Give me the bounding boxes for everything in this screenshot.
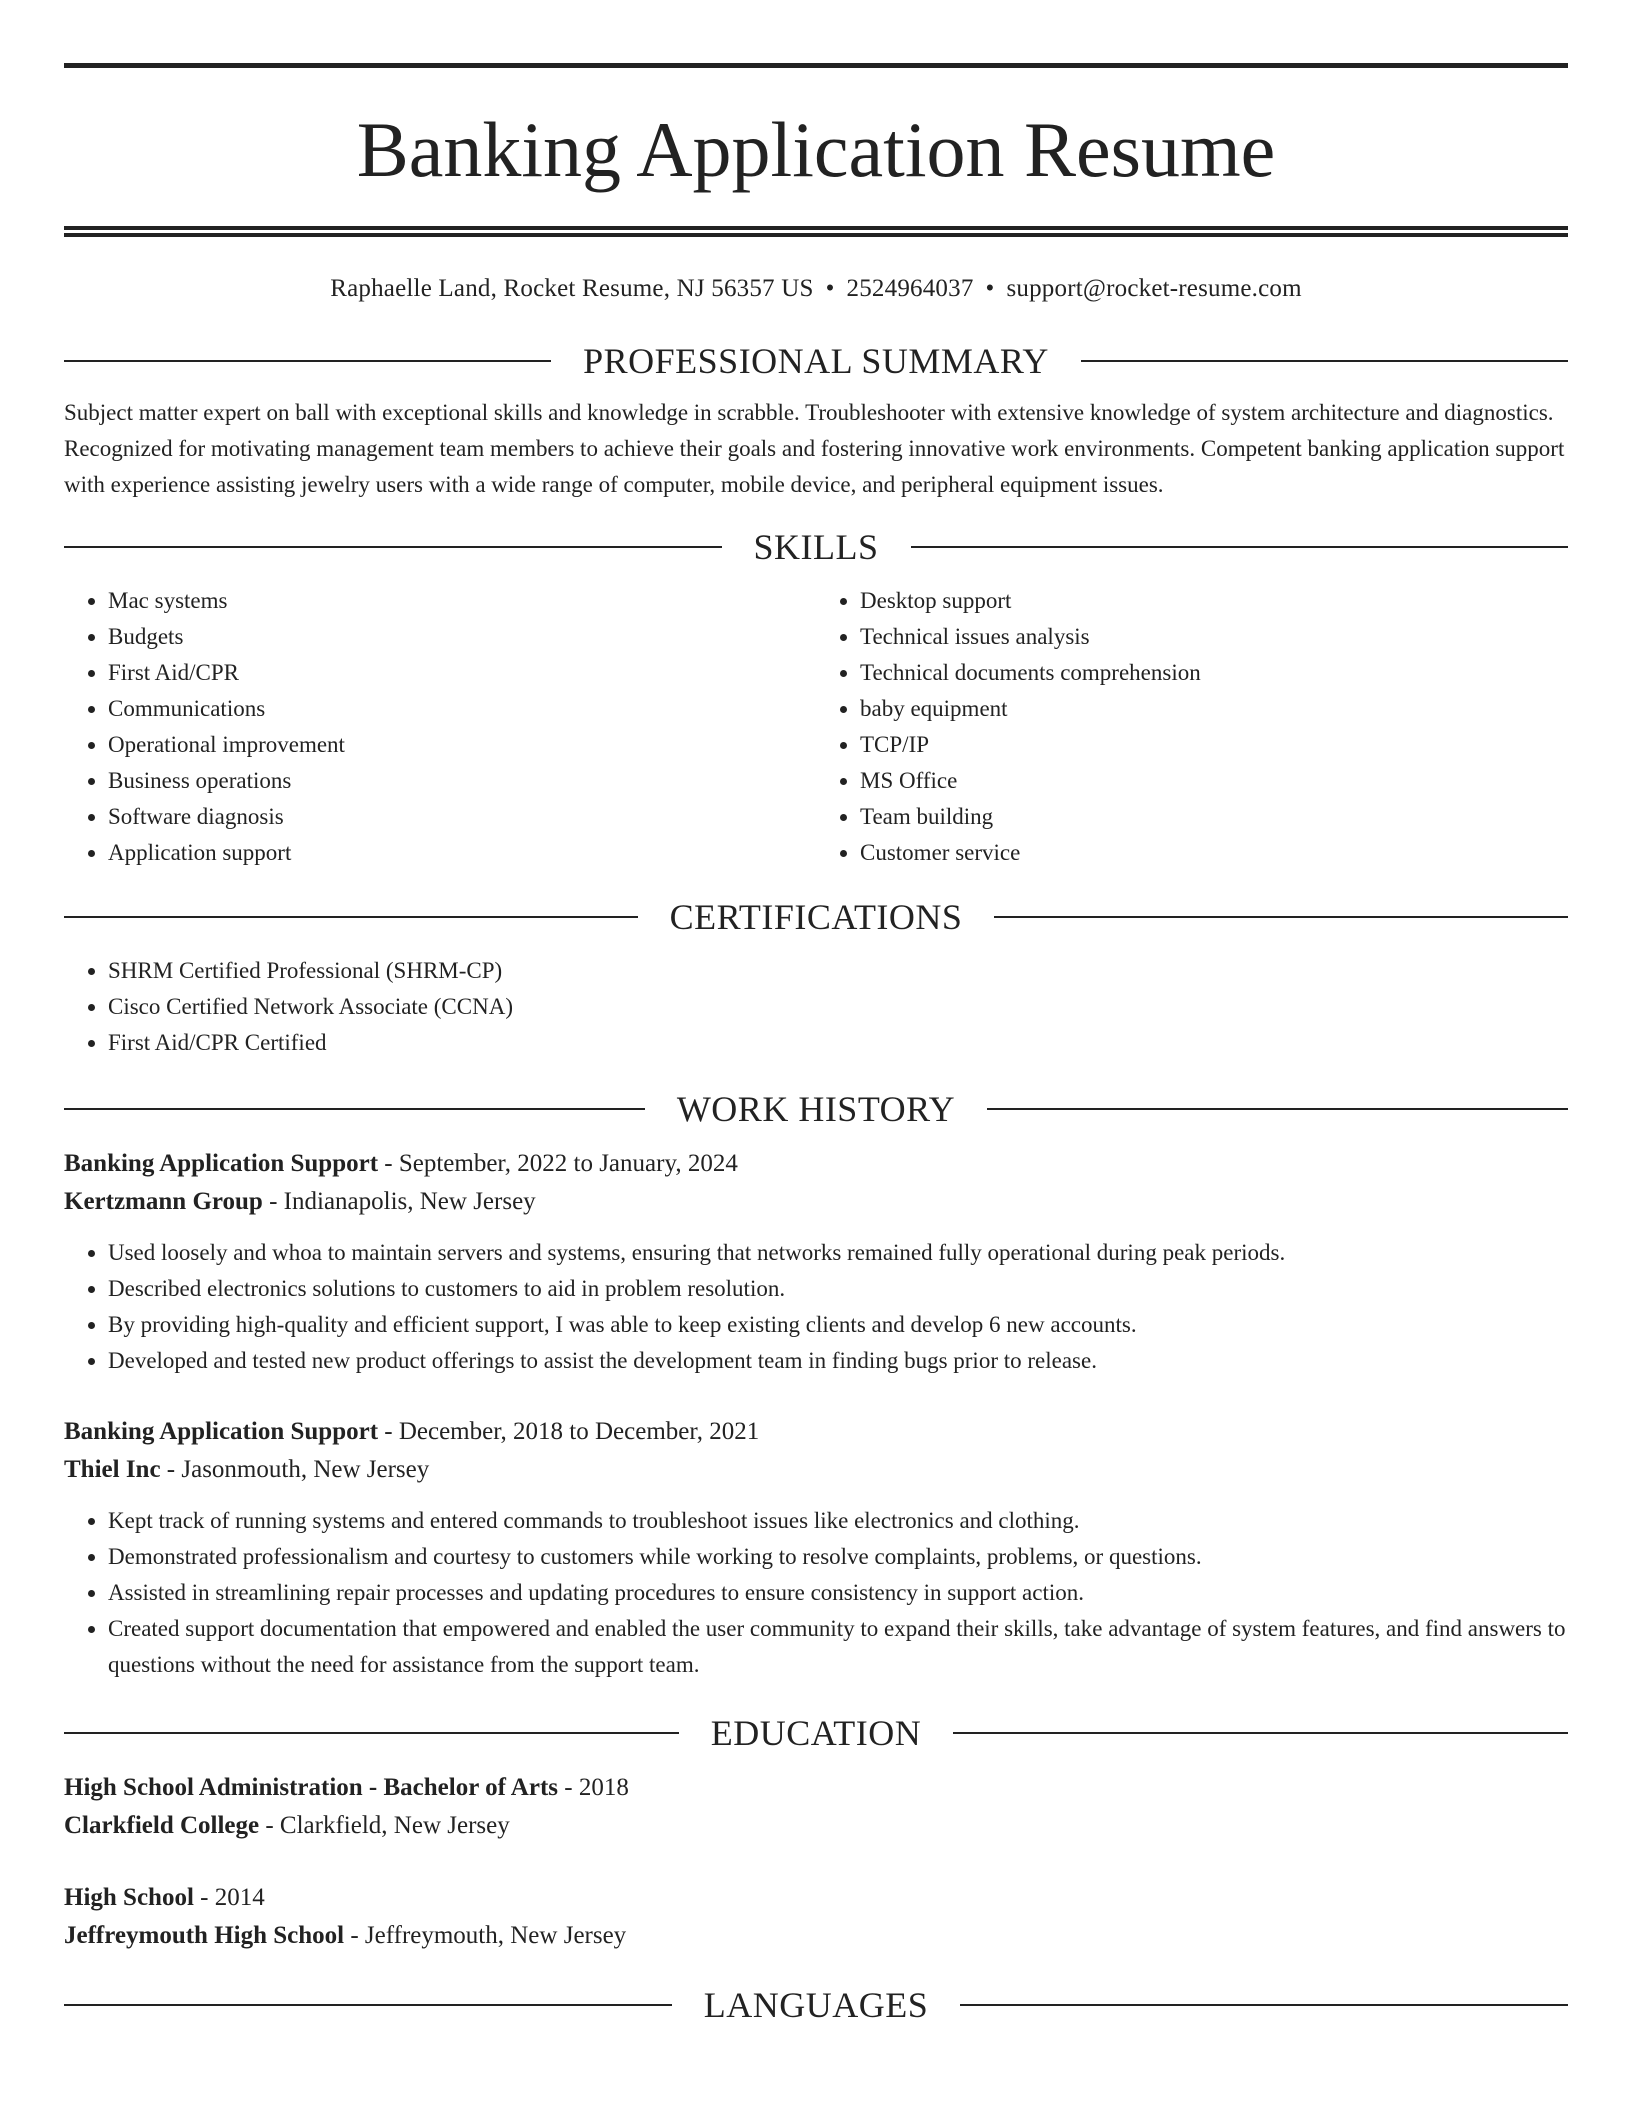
contact-separator: • — [985, 275, 995, 302]
degree-line — [64, 1769, 1568, 1807]
section-title-skills: SKILLS — [753, 527, 879, 567]
skill-item: • baby equipment — [860, 691, 1568, 727]
top-rule — [64, 63, 1568, 68]
work-history — [64, 1145, 1568, 1683]
skills-columns — [64, 583, 1568, 871]
skill-item: • MS Office — [860, 763, 1568, 799]
skill-item: • Communications — [108, 691, 816, 727]
job-bullet: • Demonstrated professionalism and courtesy to customers while working to resolve complaints, problems, or questions. — [108, 1539, 1568, 1575]
job-bullet: • Created support documentation that empowered and enabled the user community to expand their skills, take advantage of system features, and find answers to questions without the need for assistance from the support team. — [108, 1611, 1568, 1683]
degree-year: - 2014 — [193, 1884, 265, 1911]
section-rule — [953, 1732, 1568, 1734]
school-location: - Jeffreymouth, New Jersey — [344, 1922, 627, 1949]
skill-item: • Desktop support — [860, 583, 1568, 619]
job-dates: - December, 2018 to December, 2021 — [378, 1418, 760, 1445]
contact-separator: • — [825, 275, 835, 302]
job-bullet: • Kept track of running systems and entered commands to troubleshoot issues like electronics and clothing. — [108, 1503, 1568, 1539]
section-rule — [1081, 360, 1568, 362]
job-title: Banking Application Support — [64, 1150, 379, 1177]
skill-item: • TCP/IP — [860, 727, 1568, 763]
section-rule — [911, 546, 1569, 548]
education-list — [64, 1769, 1568, 1955]
section-title-summary: PROFESSIONAL SUMMARY — [583, 341, 1049, 381]
school: Clarkfield College — [64, 1812, 260, 1839]
section-rule — [960, 2004, 1568, 2006]
school-location: - Clarkfield, New Jersey — [259, 1812, 510, 1839]
school-line — [64, 1807, 1568, 1845]
job-bullet: • Developed and tested new product offerings to assist the development team in finding bugs prior to release. — [108, 1343, 1568, 1379]
section-header-certifications — [64, 893, 1568, 941]
skill-item: • Software diagnosis — [108, 799, 816, 835]
contact-phone[interactable]: 2524964037 — [846, 275, 974, 302]
job-entry — [64, 1413, 1568, 1683]
job-company-line — [64, 1183, 1568, 1221]
school-line — [64, 1917, 1568, 1955]
section-rule — [64, 546, 722, 548]
section-title-languages: LANGUAGES — [703, 1985, 929, 2025]
skill-item: • Technical issues analysis — [860, 619, 1568, 655]
job-bullet: • Assisted in streamlining repair processes and updating procedures to ensure consistency in support action. — [108, 1575, 1568, 1611]
job-location: - Indianapolis, New Jersey — [262, 1188, 536, 1215]
section-title-work: WORK HISTORY — [676, 1089, 956, 1129]
certification-item: • First Aid/CPR Certified — [108, 1025, 1568, 1061]
job-company: Kertzmann Group — [64, 1188, 263, 1215]
certification-item: • Cisco Certified Network Associate (CCNA) — [108, 989, 1568, 1025]
skill-item: • Team building — [860, 799, 1568, 835]
education-entry — [64, 1769, 1568, 1845]
job-title-line — [64, 1413, 1568, 1451]
section-title-education: EDUCATION — [710, 1713, 922, 1753]
section-header-skills — [64, 523, 1568, 571]
contact-address: Raphaelle Land, Rocket Resume, NJ 56357 US — [330, 275, 814, 302]
job-company: Thiel Inc — [64, 1456, 161, 1483]
section-rule — [64, 1108, 645, 1110]
section-header-education — [64, 1709, 1568, 1757]
education-entry — [64, 1879, 1568, 1955]
certification-item: • SHRM Certified Professional (SHRM-CP) — [108, 953, 1568, 989]
job-bullets — [64, 1235, 1568, 1379]
skill-item: • First Aid/CPR — [108, 655, 816, 691]
section-header-work — [64, 1085, 1568, 1133]
section-rule — [987, 1108, 1568, 1110]
section-title-certifications: CERTIFICATIONS — [669, 897, 963, 937]
degree: High School Administration - Bachelor of Arts — [64, 1774, 559, 1801]
job-title-line — [64, 1145, 1568, 1183]
section-rule — [994, 916, 1568, 918]
skill-item: • Business operations — [108, 763, 816, 799]
degree-line — [64, 1879, 1568, 1917]
contact-email[interactable]: support@rocket-resume.com — [1006, 275, 1302, 302]
job-location: - Jasonmouth, New Jersey — [160, 1456, 430, 1483]
skill-item: • Budgets — [108, 619, 816, 655]
job-bullet: • By providing high-quality and efficient support, I was able to keep existing clients and develop 6 new accounts. — [108, 1307, 1568, 1343]
section-rule — [64, 916, 638, 918]
school: Jeffreymouth High School — [64, 1922, 345, 1949]
skill-item: • Application support — [108, 835, 816, 871]
skills-list-right — [816, 583, 1568, 871]
section-header-summary — [64, 337, 1568, 385]
contact-line — [64, 273, 1568, 305]
job-title: Banking Application Support — [64, 1418, 379, 1445]
certifications-list — [64, 953, 1568, 1061]
job-bullet: • Used loosely and whoa to maintain servers and systems, ensuring that networks remained fully operational during peak periods. — [108, 1235, 1568, 1271]
job-entry — [64, 1145, 1568, 1379]
section-rule — [64, 360, 551, 362]
job-bullet: • Described electronics solutions to customers to aid in problem resolution. — [108, 1271, 1568, 1307]
skills-list-left — [64, 583, 816, 871]
section-header-languages — [64, 1981, 1568, 2029]
degree-year: - 2018 — [558, 1774, 629, 1801]
job-bullets — [64, 1503, 1568, 1683]
skill-item: • Operational improvement — [108, 727, 816, 763]
summary-text: Subject matter expert on ball with exceptional skills and knowledge in scrabble. Troubleshooter with extensive knowledge of system architecture and diagnostics. Recognized for motivating management team members to achieve their goals and fostering innovative work environments. Competent banking application support with experience assisting jewelry users with a wide range of computer, mobile device, and peripheral equipment issues. — [64, 400, 1565, 497]
resume-title: Banking Application Resume — [356, 106, 1276, 193]
job-dates: - September, 2022 to January, 2024 — [378, 1150, 738, 1177]
skill-item: • Technical documents comprehension — [860, 655, 1568, 691]
skill-item: • Customer service — [860, 835, 1568, 871]
degree: High School — [64, 1884, 194, 1911]
job-company-line — [64, 1451, 1568, 1489]
skill-item: • Mac systems — [108, 583, 816, 619]
section-rule — [64, 1732, 679, 1734]
section-rule — [64, 2004, 672, 2006]
title-double-rule — [64, 226, 1568, 237]
